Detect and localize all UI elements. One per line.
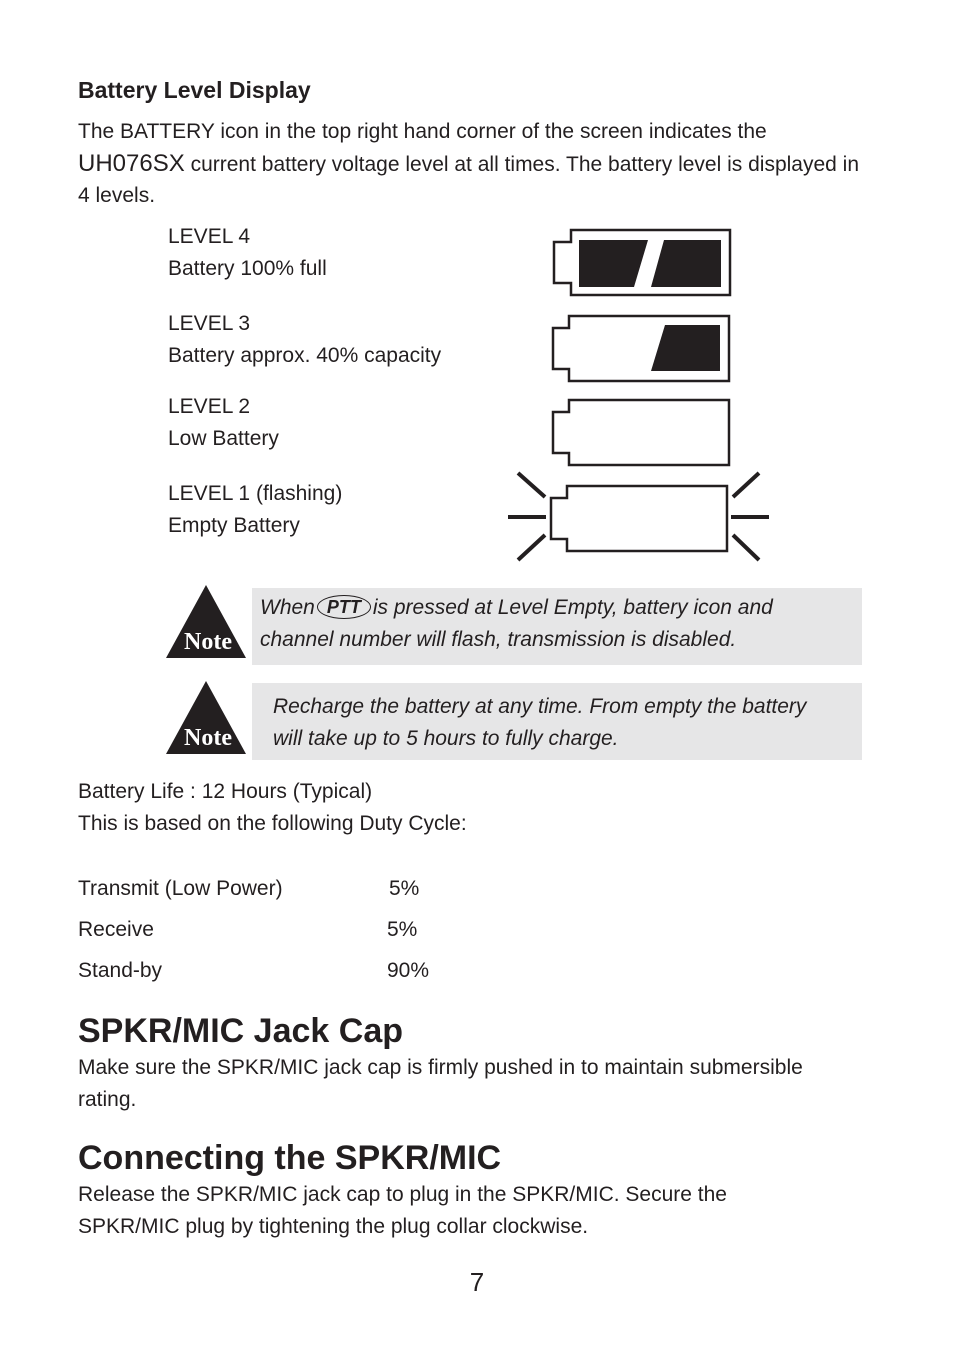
- duty-row-value: 90%: [387, 959, 430, 982]
- level-3-name: LEVEL 3: [168, 312, 251, 335]
- level-2-name: LEVEL 2: [168, 395, 251, 418]
- note-ptt-rest: is pressed at Level Empty, battery icon and: [372, 596, 773, 619]
- page-number: 7: [469, 1267, 485, 1297]
- battery-full-fill: [579, 240, 721, 287]
- battery-level-heading: Battery Level Display: [78, 77, 311, 103]
- jack-cap-heading: SPKR/MIC Jack Cap: [78, 1012, 403, 1050]
- level-1-name: LEVEL 1 (flashing): [168, 482, 343, 505]
- battery-intro-line2: [78, 148, 859, 181]
- level-3-desc: Battery approx. 40% capacity: [168, 344, 442, 367]
- duty-cycle-intro: This is based on the following Duty Cycle:: [78, 812, 467, 835]
- note-icon: [166, 585, 248, 659]
- connecting-heading: Connecting the SPKR/MIC: [78, 1139, 502, 1177]
- duty-row-value: 5%: [389, 877, 420, 900]
- level-4-desc: Battery 100% full: [168, 257, 327, 280]
- connecting-line1: Release the SPKR/MIC jack cap to plug in the SPKR/MIC. Secure the: [78, 1183, 727, 1206]
- battery-intro-line3: 4 levels.: [78, 184, 156, 207]
- note-icon: [166, 681, 248, 755]
- connecting-line2: SPKR/MIC plug by tightening the plug collar clockwise.: [78, 1215, 589, 1238]
- battery-intro-line1: The BATTERY icon in the top right hand corner of the screen indicates the: [78, 120, 767, 143]
- note-ptt-line1: [260, 592, 862, 624]
- jack-cap-line2: rating.: [78, 1088, 137, 1111]
- note-ptt-when: When: [260, 596, 315, 619]
- ptt-button-icon: PTT: [317, 595, 371, 619]
- battery-low-icon: [553, 400, 729, 465]
- level-4-label: [168, 221, 327, 285]
- level-4-name: LEVEL 4: [168, 225, 251, 248]
- level-3-label: [168, 308, 441, 372]
- svg-text:Note: Note: [184, 629, 232, 655]
- note-recharge-line1: Recharge the battery at any time. From empty the battery: [273, 695, 807, 718]
- svg-text:Note: Note: [184, 725, 232, 751]
- battery-empty-flashing-icon: [551, 486, 727, 551]
- battery-level-icons: [500, 220, 780, 570]
- note-ptt-line2: channel number will flash, transmission is disabled.: [260, 628, 737, 651]
- note-recharge-box: [252, 683, 862, 760]
- level-1-desc: Empty Battery: [168, 514, 300, 537]
- level-1-label: [168, 478, 342, 542]
- model-name: UH076SX: [78, 150, 185, 177]
- note-recharge-line2: will take up to 5 hours to fully charge.: [273, 727, 619, 750]
- level-2-desc: Low Battery: [168, 427, 279, 450]
- jack-cap-line1: Make sure the SPKR/MIC jack cap is firmly pushed in to maintain submersible: [78, 1056, 803, 1079]
- level-2-label: [168, 391, 279, 455]
- duty-row-label: Transmit (Low Power): [78, 877, 283, 900]
- duty-row-label: Receive: [78, 918, 154, 941]
- battery-intro-line2-text: current battery voltage level at all times. The battery level is displayed in: [184, 153, 860, 176]
- note-ptt-box: [252, 588, 862, 665]
- battery-40-fill: [651, 325, 720, 371]
- battery-life: Battery Life : 12 Hours (Typical): [78, 780, 373, 803]
- duty-row-label: Stand-by: [78, 959, 163, 982]
- duty-row-value: 5%: [387, 918, 418, 941]
